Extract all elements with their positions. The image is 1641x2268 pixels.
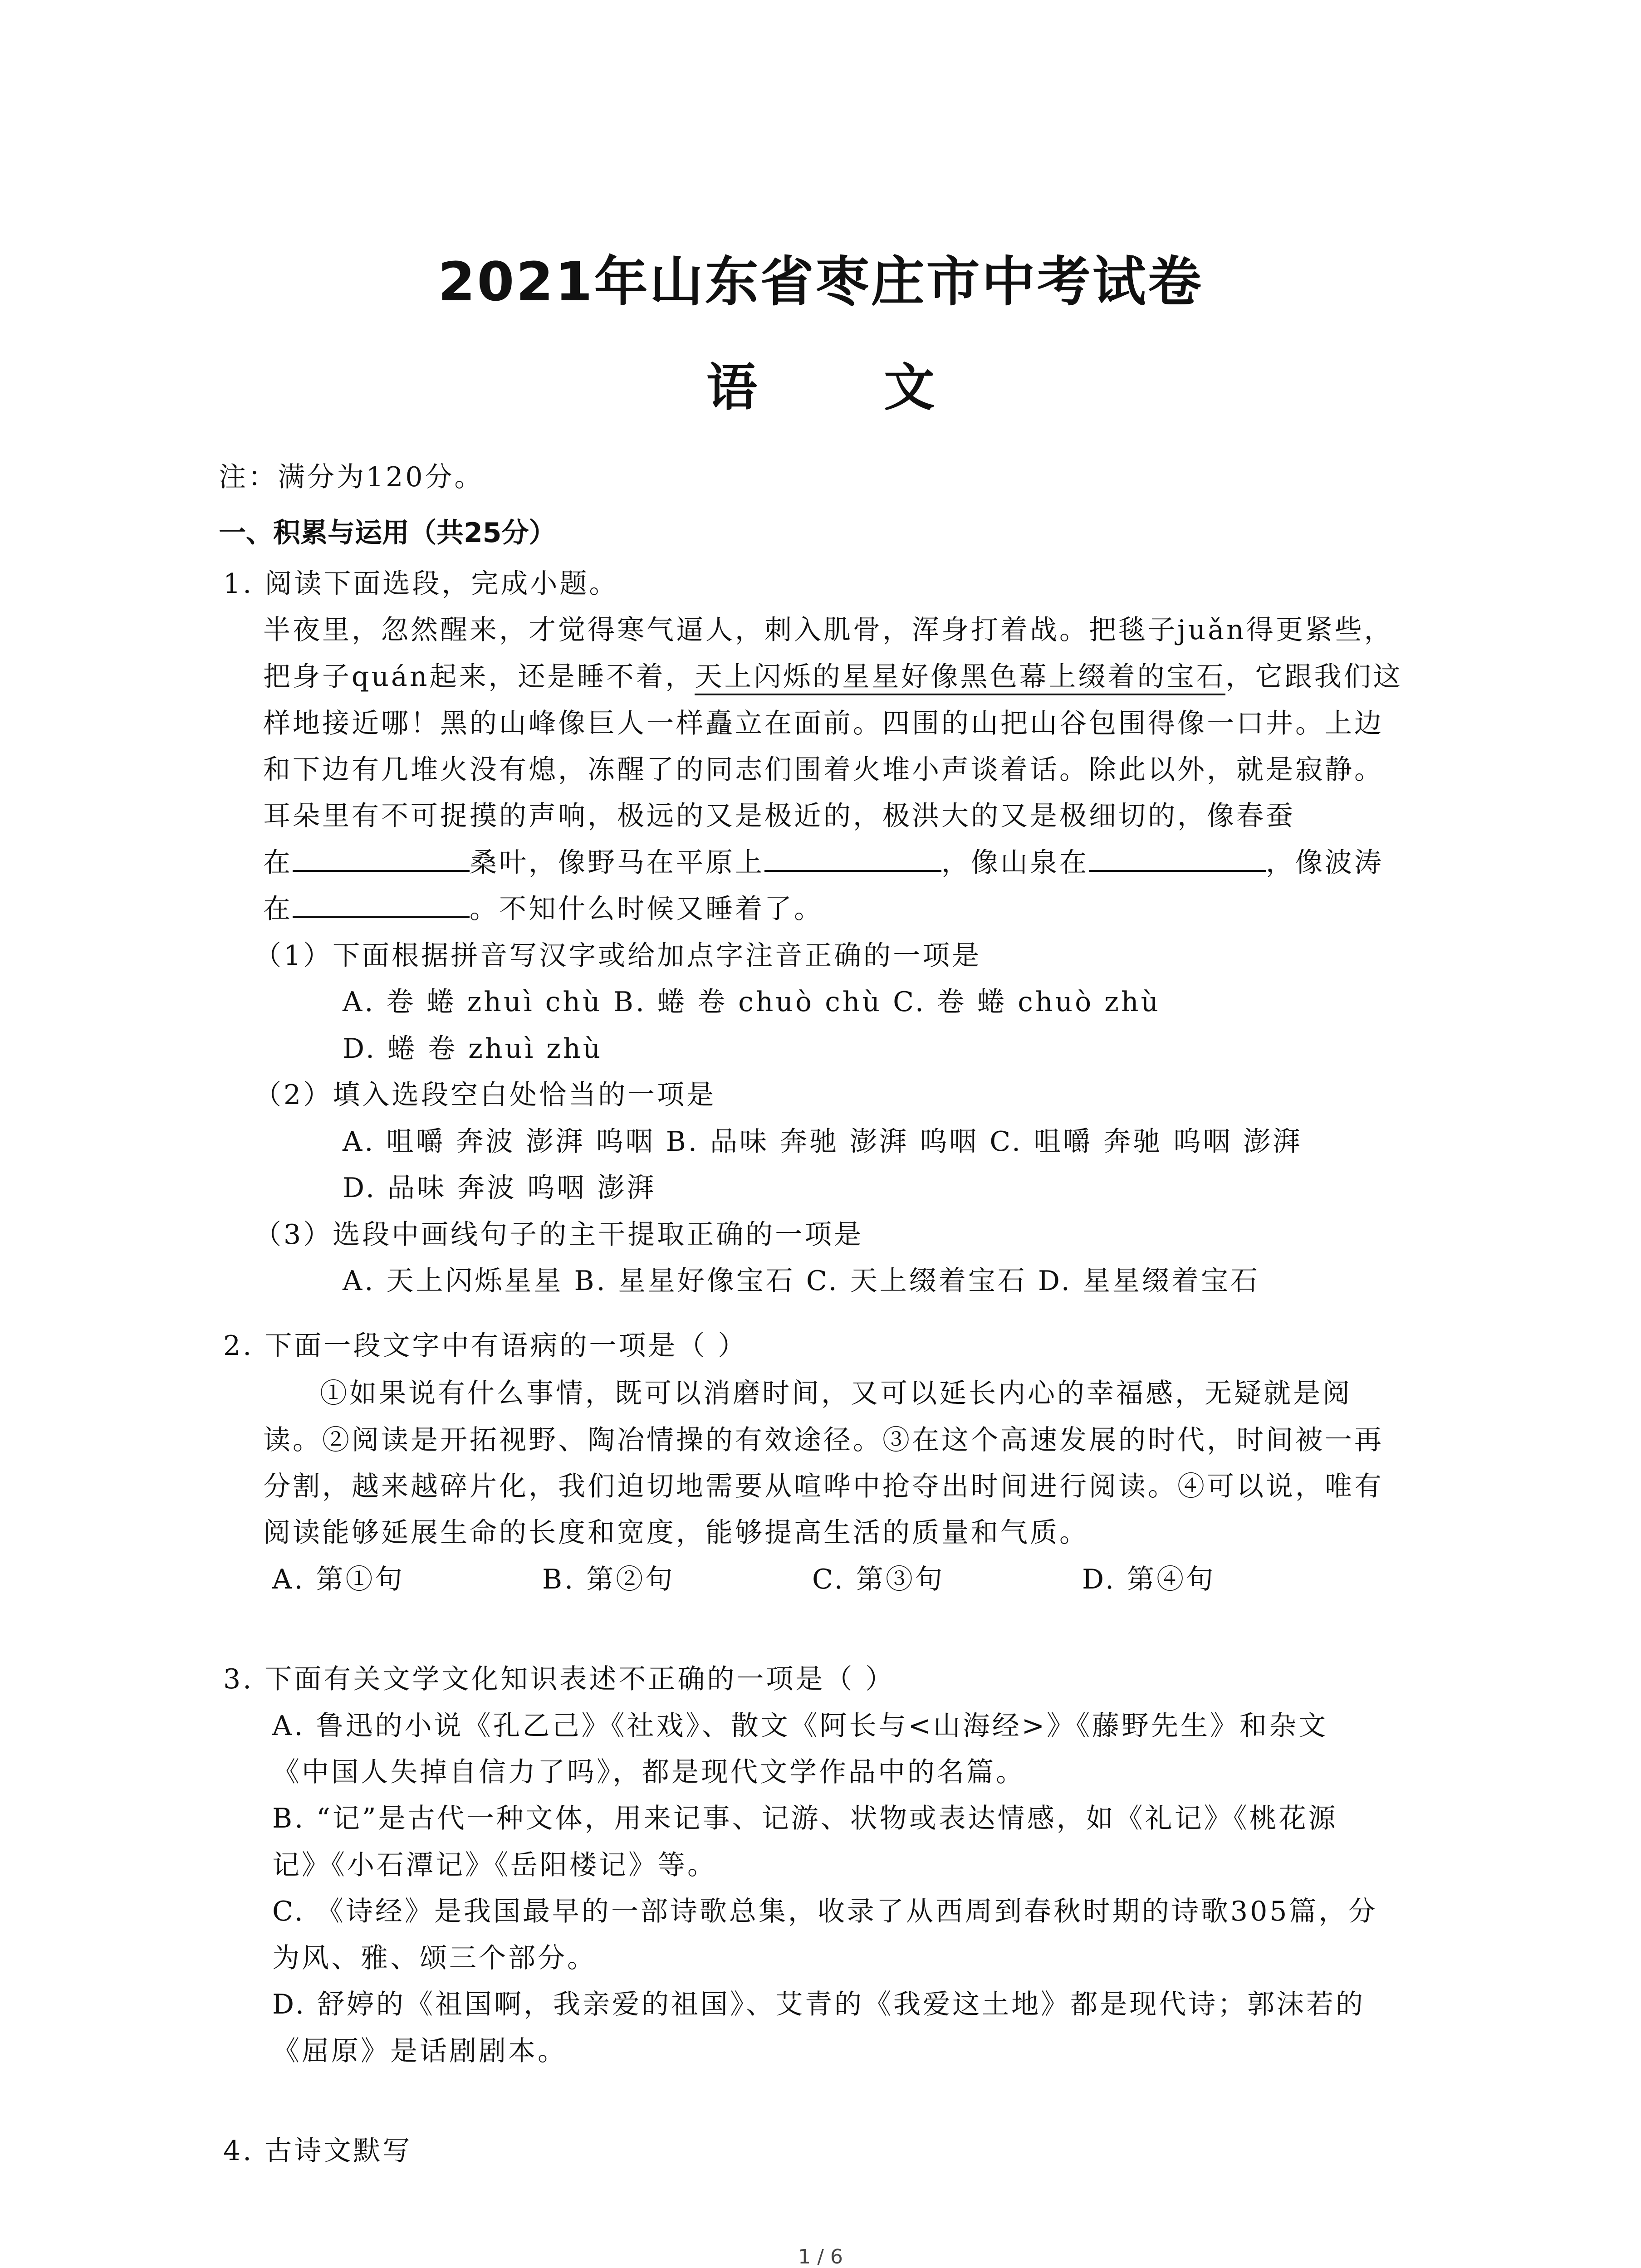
q1-sub2-options: D. 品味 奔波 呜咽 澎湃 <box>343 1172 656 1204</box>
q2-option-a: A. 第①句 <box>272 1564 405 1595</box>
underlined-sentence: 天上闪烁的星星好像黑色幕上缀着的宝石 <box>695 661 1225 695</box>
passage-text: 在 <box>263 893 293 925</box>
page-number: 1 / 6 <box>798 2245 843 2268</box>
q2-option-c: C. 第③句 <box>812 1564 945 1595</box>
score-note: 注：满分为120分。 <box>219 461 484 493</box>
q3-option-d-cont: 《屈原》是话剧剧本。 <box>272 2035 567 2067</box>
q1-sub2-stem: （2）填入选段空白处恰当的一项是 <box>254 1079 716 1111</box>
q3-option-a-cont: 《中国人失掉自信力了吗》，都是现代文学作品中的名篇。 <box>272 1756 1025 1788</box>
fill-blank <box>293 847 470 872</box>
q1-passage-line: 半夜里，忽然醒来，才觉得寒气逼人，刺入肌骨，浑身打着战。把毯子juǎn得更紧些， <box>263 614 1394 646</box>
subject-title: 语 文 <box>706 358 989 417</box>
q2-stem: 2. 下面一段文字中有语病的一项是（ ） <box>223 1330 748 1362</box>
q1-sub1-stem: （1）下面根据拼音写汉字或给加点字注音正确的一项是 <box>254 940 982 972</box>
q2-passage-line: 阅读能够延展生命的长度和宽度，能够提高生活的质量和气质。 <box>263 1517 1089 1549</box>
passage-text: ，像波涛 <box>1266 847 1384 879</box>
q1-stem: 1. 阅读下面选段，完成小题。 <box>223 568 619 600</box>
q1-passage-line <box>263 846 1384 880</box>
q2-passage-line: ①如果说有什么事情，既可以消磨时间，又可以延长内心的幸福感，无疑就是阅 <box>320 1378 1352 1409</box>
passage-text: 把身子quán起来，还是睡不着， <box>263 661 695 693</box>
exam-title: 2021年山东省枣庄市中考试卷 <box>438 250 1203 313</box>
q3-option-a: A. 鲁迅的小说《孔乙己》《社戏》、散文《阿长与<山海经>》《藤野先生》和杂文 <box>272 1710 1328 1742</box>
passage-text: ，像山泉在 <box>941 847 1089 879</box>
passage-text: 桑叶，像野马在平原上 <box>470 847 764 879</box>
q1-sub2-options: A. 咀嚼 奔波 澎湃 呜咽 B. 品味 奔驰 澎湃 呜咽 C. 咀嚼 奔驰 呜咽 澎湃 <box>343 1126 1303 1158</box>
q1-passage-line <box>263 892 823 926</box>
q3-option-d: D. 舒婷的《祖国啊，我亲爱的祖国》、艾青的《我爱这土地》都是现代诗；郭沫若的 <box>272 1989 1366 2020</box>
section-heading: 一、积累与运用（共25分） <box>219 517 556 549</box>
fill-blank <box>293 894 470 918</box>
q3-option-c: C. 《诗经》是我国最早的一部诗歌总集，收录了从西周到春秋时期的诗歌305篇，分 <box>272 1896 1378 1927</box>
q1-sub1-options: D. 蜷 卷 zhuì zhù <box>343 1033 603 1065</box>
q1-passage-line: 样地接近哪！黑的山峰像巨人一样矗立在面前。四围的山把山谷包围得像一口井。上边 <box>263 708 1384 739</box>
q3-option-c-cont: 为风、雅、颂三个部分。 <box>272 1942 597 1974</box>
passage-text: 在 <box>263 847 293 879</box>
q2-option-d: D. 第④句 <box>1082 1564 1216 1595</box>
q1-sub3-options: A. 天上闪烁星星 B. 星星好像宝石 C. 天上缀着宝石 D. 星星缀着宝石 <box>343 1265 1260 1297</box>
passage-text: ，它跟我们这 <box>1225 661 1403 693</box>
q2-passage-line: 读。②阅读是开拓视野、陶冶情操的有效途径。③在这个高速发展的时代，时间被一再 <box>263 1424 1384 1456</box>
q2-option-b: B. 第②句 <box>542 1564 675 1595</box>
q1-passage-line: 和下边有几堆火没有熄，冻醒了的同志们围着火堆小声谈着话。除此以外，就是寂静。 <box>263 754 1384 786</box>
q3-stem: 3. 下面有关文学文化知识表述不正确的一项是（ ） <box>223 1663 895 1695</box>
q3-option-b: B. “记”是古代一种文体，用来记事、记游、状物或表达情感，如《礼记》《桃花源 <box>272 1803 1338 1834</box>
q3-option-b-cont: 记》《小石潭记》《岳阳楼记》等。 <box>272 1849 717 1881</box>
q4-stem: 4. 古诗文默写 <box>223 2135 412 2167</box>
q1-passage-line: 耳朵里有不可捉摸的声响，极远的又是极近的，极洪大的又是极细切的，像春蚕 <box>263 800 1295 832</box>
q1-sub1-options: A. 卷 蜷 zhuì chù B. 蜷 卷 chuò chù C. 卷 蜷 chuò zhù <box>343 986 1161 1018</box>
q1-passage-line <box>263 660 1402 694</box>
fill-blank <box>764 847 941 872</box>
fill-blank <box>1089 847 1266 872</box>
passage-text: 。不知什么时候又睡着了。 <box>470 893 823 925</box>
q2-passage-line: 分割，越来越碎片化，我们迫切地需要从喧哗中抢夺出时间进行阅读。④可以说，唯有 <box>263 1471 1384 1502</box>
q1-sub3-stem: （3）选段中画线句子的主干提取正确的一项是 <box>254 1219 864 1251</box>
